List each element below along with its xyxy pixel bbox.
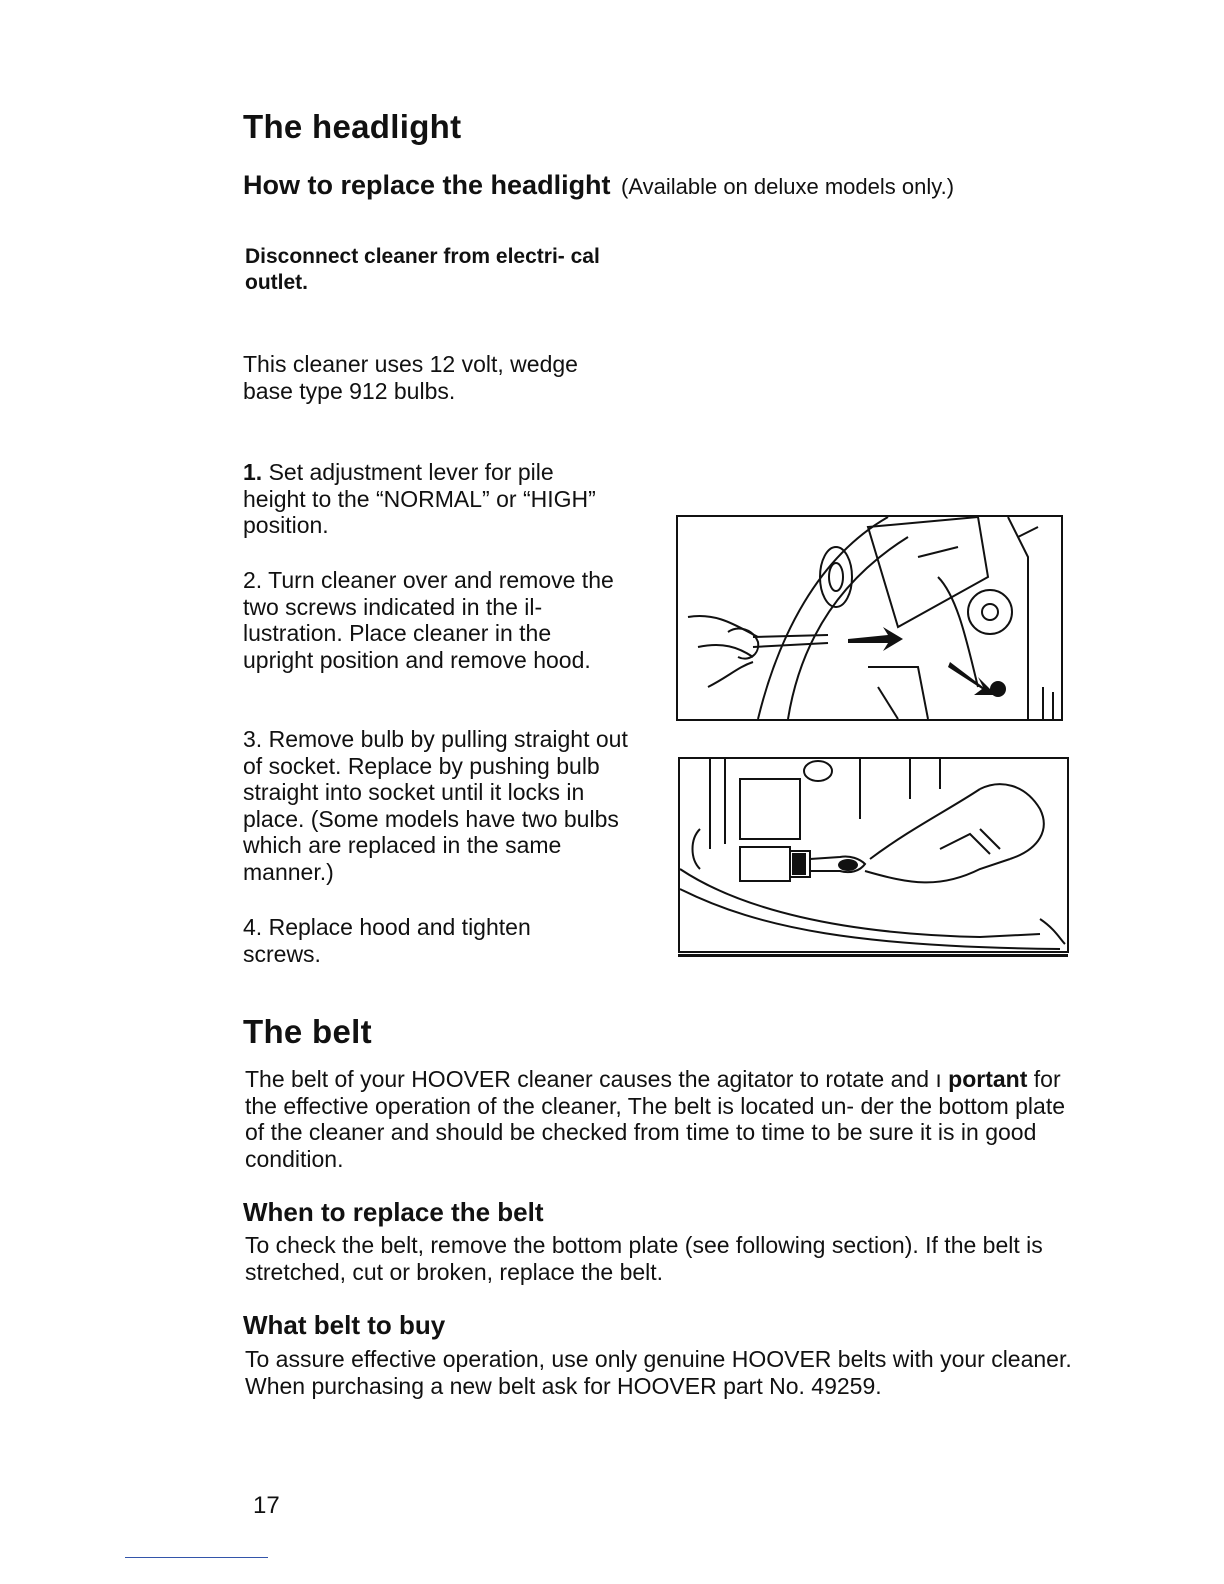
step-2-text: Turn cleaner over and remove the two screws indicated in the il- lustration. Place cleaner in the upright position and remove hood.: [243, 567, 614, 673]
step-4-number: 4.: [243, 914, 263, 940]
section-title-belt: The belt: [243, 1013, 372, 1050]
step-1: [243, 459, 618, 539]
illustration-remove-screws: [676, 515, 1063, 721]
step-3: [243, 726, 633, 885]
subtitle-replace-headlight: How to replace the headlight: [243, 170, 611, 200]
belt-intro-rest: for the effective operation of the cleaner, The belt is located un- der the bottom plate of the cleaner and should be checked from time to time to be sure it is in good condition.: [245, 1066, 1066, 1172]
when-replace-text: To check the belt, remove the bottom plate (see following section). If the belt is stretched, cut or broken, replace the belt.: [245, 1232, 1043, 1285]
illustration-replace-bulb: [678, 757, 1069, 953]
step-3-number: 3.: [243, 726, 263, 752]
page-number: 17: [253, 1492, 280, 1519]
warning-disconnect: Disconnect cleaner from electri- cal outlet.: [245, 245, 600, 294]
step-4: [243, 914, 603, 967]
step-2-number: 2.: [243, 567, 263, 593]
figure-bottom-rule: [678, 954, 1068, 957]
bulb-info: This cleaner uses 12 volt, wedge base type 912 bulbs.: [243, 351, 578, 404]
belt-intro-mark: ı: [935, 1066, 942, 1092]
step-3-text: Remove bulb by pulling straight out of socket. Replace by pushing bulb straight into socket until it locks in place. (Some models have two bulbs which are replaced in the same manner.): [243, 726, 628, 885]
step-2: [243, 567, 623, 673]
subtitle-note: (Available on deluxe models only.): [621, 174, 955, 199]
bottom-edge-line: [125, 1557, 268, 1558]
belt-intro-start: The belt of your HOOVER cleaner causes the agitator to rotate and: [245, 1066, 929, 1092]
step-1-number: 1.: [243, 459, 263, 485]
step-4-text: Replace hood and tighten screws.: [243, 914, 531, 967]
belt-intro: [245, 1066, 1070, 1172]
belt-intro-bold: portant: [948, 1066, 1028, 1092]
subheading-when-replace: When to replace the belt: [243, 1197, 544, 1227]
bulb-socket-illustration: [680, 759, 1067, 951]
section-title-headlight: The headlight: [243, 108, 462, 145]
step-1-text: Set adjustment lever for pile height to the “NORMAL” or “HIGH” position.: [243, 459, 596, 538]
subheading-what-belt: What belt to buy: [243, 1310, 446, 1340]
subtitle-row: [243, 170, 954, 201]
what-belt-text: To assure effective operation, use only genuine HOOVER belts with your cleaner. When purchasing a new belt ask for HOOVER part No. 49259.: [245, 1346, 1072, 1399]
screwdriver-illustration: [678, 517, 1061, 719]
